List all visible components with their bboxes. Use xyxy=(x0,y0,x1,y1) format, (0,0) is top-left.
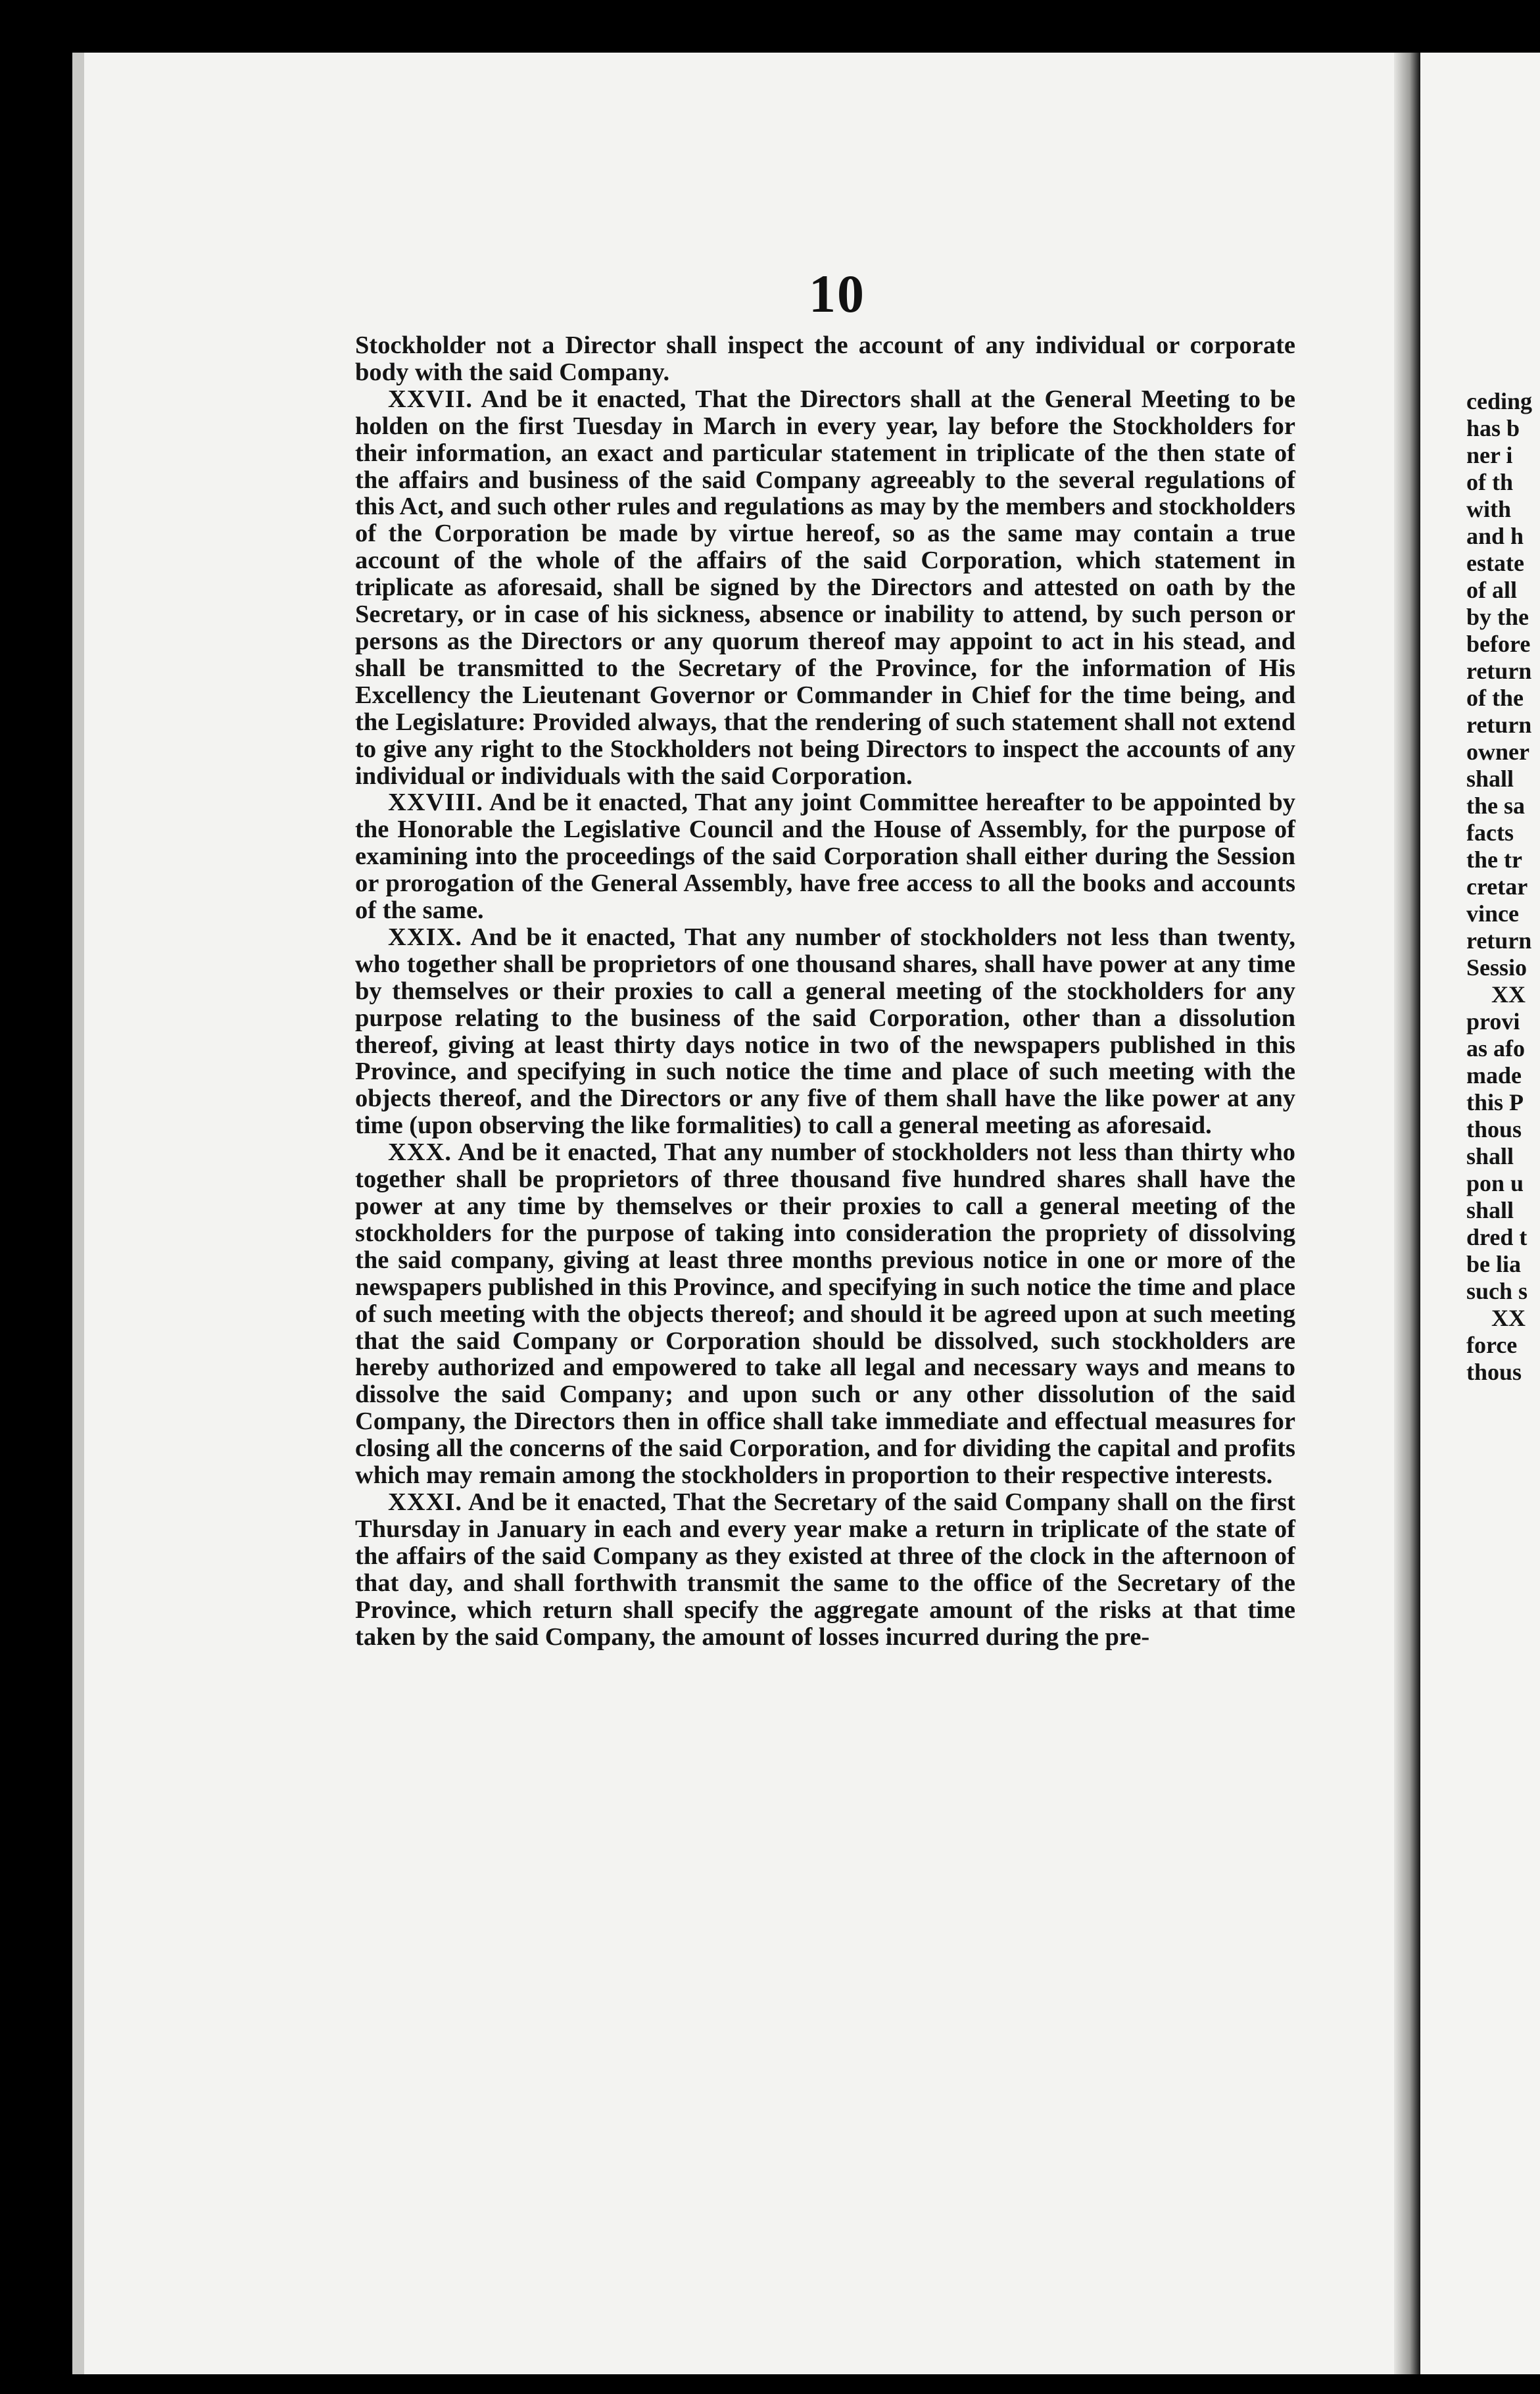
facing-line: return xyxy=(1466,927,1532,954)
paragraph-text: And be it enacted, That any number of stockholders not less than thirty who together shall be proprietors of three thousand five hundred shares shall have the power at any time by themselves or their proxies to call a general meeting of the stockholders for the purpose of taking into consideration the propriety of dissolving the said company, giving at least three months previous notice in one or more of the newspapers published in this Province, and specifying in such notice the time and place of such meeting with the objects thereof; and should it be agreed upon at such meeting that the said Company or Corporation should be dissolved, such stockholders are hereby authorized and empowered to take all legal and necessary ways and means to dissolve the said Company; and upon such or any other dissolution of the said Company, the Directors then in office shall take immediate and effectual measures for closing all the concerns of the said Corporation, and for dividing the capital and profits which may remain among the stockholders in proportion to their respective interests. xyxy=(355,1138,1295,1490)
facing-line: facts xyxy=(1466,819,1514,846)
facing-line: by the xyxy=(1466,604,1529,630)
facing-page-text xyxy=(1466,388,1540,1386)
page-number: 10 xyxy=(809,264,865,324)
section-number: XXX. xyxy=(388,1138,452,1167)
facing-line: of all xyxy=(1466,577,1517,603)
paragraph-section-30 xyxy=(355,1139,1295,1489)
facing-line: provi xyxy=(1466,1008,1520,1035)
facing-line: and h xyxy=(1466,523,1524,549)
section-number: XXXI. xyxy=(388,1488,463,1516)
facing-line: pon u xyxy=(1466,1170,1524,1196)
paragraph-text: Stockholder not a Director shall inspect the account of any individual or corporate body with the said Company. xyxy=(355,331,1295,386)
facing-line: cretar xyxy=(1466,873,1528,900)
facing-line: as afo xyxy=(1466,1035,1525,1062)
facing-line: of the xyxy=(1466,685,1524,711)
facing-line: return xyxy=(1466,712,1532,738)
paragraph-continuation xyxy=(355,332,1295,386)
section-number: XXVIII. xyxy=(388,789,483,817)
facing-line: XX xyxy=(1491,1305,1526,1331)
facing-line: with xyxy=(1466,496,1512,522)
facing-line: such s xyxy=(1466,1278,1528,1304)
paragraph-text: And be it enacted, That any joint Committee hereafter to be appointed by the Honorable the Legislative Council and the House of Assembly, for the purpose of examining into the proceedings of the said Corporation shall either during the Session or prorogation of the General Assembly, have free access to all the books and accounts of the same. xyxy=(355,789,1295,925)
facing-line: this P xyxy=(1466,1089,1524,1115)
paragraph-section-29 xyxy=(355,924,1295,1139)
facing-line: ner i xyxy=(1466,442,1513,468)
facing-line: made xyxy=(1466,1062,1522,1088)
body-text xyxy=(355,332,1295,1650)
facing-line: the sa xyxy=(1466,793,1525,819)
section-number: XXIX. xyxy=(388,923,463,951)
paragraph-section-31 xyxy=(355,1489,1295,1650)
paragraph-text: And be it enacted, That any number of stockholders not less than twenty, who together shall be proprietors of one thousand shares, shall have power at any time by themselves or their proxies to call a general meeting of the stockholders for any purpose relating to the business of the said Corporation, other than a dissolution thereof, giving at least thirty days notice in two of the newspapers published in this Province, and specifying in such notice the time and place of such meeting with the objects thereof, and the Directors or any five of them shall have the like power at any time (upon observing the like formalities) to call a general meeting as aforesaid. xyxy=(355,923,1295,1140)
facing-line: force xyxy=(1466,1332,1518,1358)
facing-line: of th xyxy=(1466,469,1513,495)
facing-line: thous xyxy=(1466,1116,1522,1142)
facing-line: XX xyxy=(1491,981,1526,1008)
paragraph-section-28 xyxy=(355,789,1295,924)
section-number: XXVII. xyxy=(388,385,473,413)
facing-line: Sessio xyxy=(1466,954,1528,981)
paragraph-section-27 xyxy=(355,386,1295,790)
facing-line: the tr xyxy=(1466,846,1522,873)
facing-line: owner xyxy=(1466,739,1529,765)
facing-line: ceding xyxy=(1466,388,1533,414)
facing-line: vince xyxy=(1466,900,1519,927)
book-gutter xyxy=(1394,53,1420,2374)
facing-line: dred t xyxy=(1466,1224,1528,1250)
paragraph-text: And be it enacted, That the Directors shall at the General Meeting to be holden on the first Tuesday in March in every year, lay before the Stockholders for their information, an exact and particular statement in triplicate of the then state of the affairs and business of the said Company agreeably to the several regulations of this Act, and such other rules and regulations as may by the members and stockholders of the Corporation be made by virtue hereof, so as the same may contain a true account of the whole of the affairs of the said Corporation, which statement in triplicate as aforesaid, shall be signed by the Directors and attested on oath by the Secretary, or in case of his sickness, absence or inability to attend, by such person or persons as the Directors or any quorum thereof may appoint to act in his stead, and shall be transmitted to the Secretary of the Province, for the information of His Excellency the Lieutenant Governor or Commander in Chief for the time being, and the Legislature: Provided always, that the rendering of such statement shall not extend to give any right to the Stockholders not being Directors to inspect the accounts of any individual or individuals with the said Corporation. xyxy=(355,385,1295,790)
facing-line: return xyxy=(1466,658,1532,684)
paragraph-text: And be it enacted, That the Secretary of the said Company shall on the first Thursday in January in each and every year make a return in triplicate of the state of the affairs of the said Company as they existed at three of the clock in the afternoon of that day, and shall forthwith transmit the same to the office of the Secretary of the Province, which return shall specify the aggregate amount of the risks at that time taken by the said Company, the amount of losses incurred during the pre- xyxy=(355,1488,1295,1651)
facing-line: before xyxy=(1466,631,1531,657)
facing-line: estate xyxy=(1466,550,1524,576)
facing-line: thous xyxy=(1466,1359,1522,1385)
facing-line: shall xyxy=(1466,766,1514,792)
facing-line: shall xyxy=(1466,1143,1514,1169)
facing-line: shall xyxy=(1466,1197,1514,1223)
facing-line: has b xyxy=(1466,415,1520,441)
facing-line: be lia xyxy=(1466,1251,1522,1277)
